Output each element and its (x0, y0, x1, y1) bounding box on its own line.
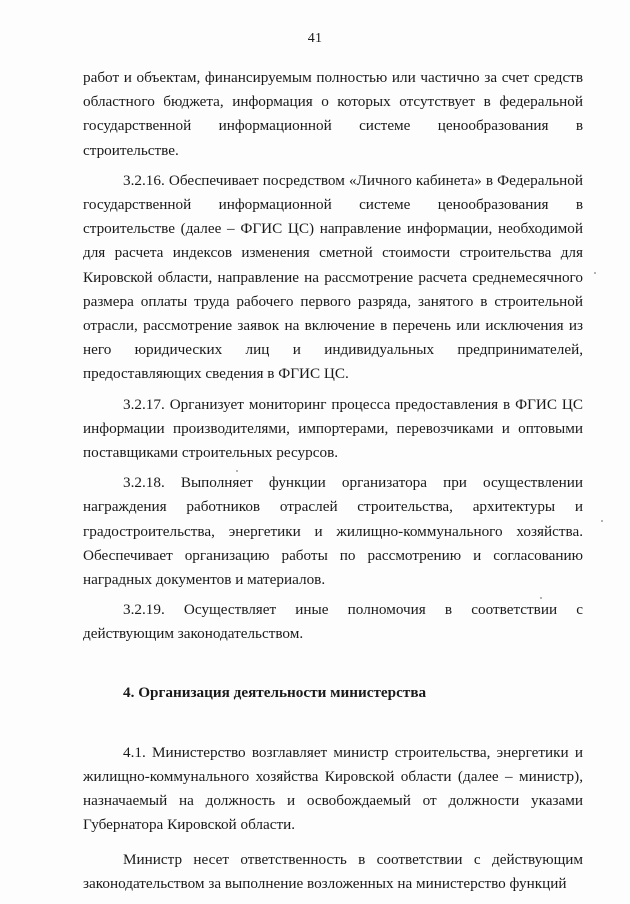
scan-speck (236, 470, 238, 472)
paragraph-3-2-18-rest: градостроительства, энергетики и жилищно-коммунального хозяйства. Обеспечивает организацию работы по рассмотрению и согласованию наградных документов и материалов. (83, 522, 583, 589)
paragraph-3-2-16: 3.2.16. Обеспечивает посредством «Личного кабинета» в Федеральной государственной информационной системе ценообразования в строительстве (далее – ФГИС ЦС) направление информации, необходимой для расчета индексов изменения сметной стоимости строительства для Кировской области, направление на рассмотрение расчета среднемесячного размера оплаты труда рабочего первого разряда, занятого в строительной отрасли, рассмотрение заявок на включение в перечень или исключения из него юридических лиц и индивидуальных предпринимателей, предоставляющих сведения в ФГИС ЦС. (83, 171, 583, 383)
paragraph-minister-responsibility: Министр несет ответственность в соответствии с действующим законодательством за выполнение возложенных на министерство функций (83, 850, 583, 892)
paragraph-3-2-19: 3.2.19. Осуществляет иные полномочия в соответствии с действующим законодательством. (83, 601, 583, 643)
paragraph-3-2-18 (83, 471, 583, 592)
page-number: 41 (307, 31, 323, 46)
paragraph-3-2-17: 3.2.17. Организует мониторинг процесса предоставления в ФГИС ЦС информации производителями, импортерами, перевозчиками и оптовыми поставщиками строительных ресурсов. (83, 395, 583, 462)
scan-speck (601, 520, 603, 522)
document-body (83, 66, 583, 896)
paragraph-3-2-18-line-2: награждения работников отраслей строительства, архитектуры и (83, 498, 583, 516)
paragraph-3-2-18-line-1: 3.2.18. Выполняет функции организатора при осуществлении (123, 474, 583, 492)
paragraph-continuation: работ и объектам, финансируемым полностью или частично за счет средств областного бюджета, информация о которых отсутствует в федеральной государственной информационной системе ценообразования в строительстве. (83, 69, 583, 159)
paragraph-4-1: 4.1. Министерство возглавляет министр строительства, энергетики и жилищно-коммунального хозяйства Кировской области (далее – министр), назначаемый на должность и освобождаемый от должности указами Губернатора Кировской области. (83, 743, 583, 834)
scan-speck (594, 272, 596, 274)
scan-speck (540, 597, 542, 599)
section-heading: 4. Организация деятельности министерства (123, 683, 427, 701)
